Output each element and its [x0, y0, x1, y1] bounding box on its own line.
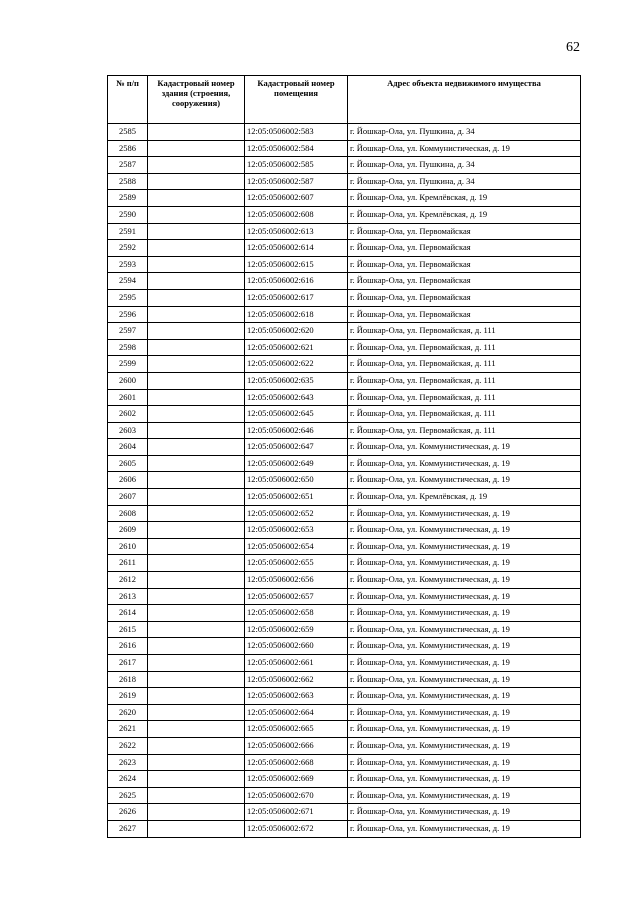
premises-cadastral-cell: 12:05:0506002:584: [245, 140, 348, 157]
table-row: [108, 820, 581, 837]
building-cadastral-cell: [148, 256, 245, 273]
premises-cadastral-cell: 12:05:0506002:608: [245, 206, 348, 223]
address-cell: г. Йошкар-Ола, ул. Коммунистическая, д. 19: [348, 621, 581, 638]
table-row: [108, 223, 581, 240]
premises-cadastral-cell: 12:05:0506002:643: [245, 389, 348, 406]
table-row: [108, 273, 581, 290]
building-cadastral-cell: [148, 206, 245, 223]
table-row: [108, 737, 581, 754]
row-number-cell: 2616: [108, 638, 148, 655]
table-row: [108, 688, 581, 705]
premises-cadastral-cell: 12:05:0506002:583: [245, 124, 348, 141]
row-number-cell: 2586: [108, 140, 148, 157]
row-number-cell: 2620: [108, 704, 148, 721]
table-row: [108, 804, 581, 821]
building-cadastral-cell: [148, 605, 245, 622]
header-address: Адрес объекта недвижимого имущества: [348, 76, 581, 124]
address-cell: г. Йошкар-Ола, ул. Коммунистическая, д. 19: [348, 804, 581, 821]
building-cadastral-cell: [148, 688, 245, 705]
building-cadastral-cell: [148, 555, 245, 572]
premises-cadastral-cell: 12:05:0506002:587: [245, 173, 348, 190]
row-number-cell: 2614: [108, 605, 148, 622]
row-number-cell: 2613: [108, 588, 148, 605]
address-cell: г. Йошкар-Ола, ул. Первомайская: [348, 256, 581, 273]
table-row: [108, 472, 581, 489]
premises-cadastral-cell: 12:05:0506002:663: [245, 688, 348, 705]
address-cell: г. Йошкар-Ола, ул. Коммунистическая, д. 19: [348, 655, 581, 672]
row-number-cell: 2590: [108, 206, 148, 223]
address-cell: г. Йошкар-Ола, ул. Первомайская: [348, 240, 581, 257]
building-cadastral-cell: [148, 422, 245, 439]
address-cell: г. Йошкар-Ола, ул. Коммунистическая, д. 19: [348, 771, 581, 788]
premises-cadastral-cell: 12:05:0506002:665: [245, 721, 348, 738]
premises-cadastral-cell: 12:05:0506002:650: [245, 472, 348, 489]
premises-cadastral-cell: 12:05:0506002:668: [245, 754, 348, 771]
row-number-cell: 2602: [108, 406, 148, 423]
row-number-cell: 2611: [108, 555, 148, 572]
building-cadastral-cell: [148, 372, 245, 389]
table-row: [108, 323, 581, 340]
table-row: [108, 206, 581, 223]
address-cell: г. Йошкар-Ола, ул. Коммунистическая, д. 19: [348, 704, 581, 721]
row-number-cell: 2618: [108, 671, 148, 688]
address-cell: г. Йошкар-Ола, ул. Пушкина, д. 34: [348, 173, 581, 190]
building-cadastral-cell: [148, 389, 245, 406]
premises-cadastral-cell: 12:05:0506002:646: [245, 422, 348, 439]
building-cadastral-cell: [148, 173, 245, 190]
row-number-cell: 2592: [108, 240, 148, 257]
premises-cadastral-cell: 12:05:0506002:621: [245, 339, 348, 356]
building-cadastral-cell: [148, 273, 245, 290]
table-row: [108, 771, 581, 788]
address-cell: г. Йошкар-Ола, ул. Первомайская: [348, 289, 581, 306]
table-row: [108, 306, 581, 323]
row-number-cell: 2621: [108, 721, 148, 738]
row-number-cell: 2599: [108, 356, 148, 373]
premises-cadastral-cell: 12:05:0506002:658: [245, 605, 348, 622]
table-row: [108, 505, 581, 522]
premises-cadastral-cell: 12:05:0506002:617: [245, 289, 348, 306]
building-cadastral-cell: [148, 572, 245, 589]
address-cell: г. Йошкар-Ола, ул. Первомайская, д. 111: [348, 372, 581, 389]
table-row: [108, 356, 581, 373]
address-cell: г. Йошкар-Ола, ул. Коммунистическая, д. 19: [348, 737, 581, 754]
address-cell: г. Йошкар-Ола, ул. Первомайская: [348, 223, 581, 240]
address-cell: г. Йошкар-Ола, ул. Кремлёвская, д. 19: [348, 190, 581, 207]
table-row: [108, 555, 581, 572]
premises-cadastral-cell: 12:05:0506002:666: [245, 737, 348, 754]
table-row: [108, 787, 581, 804]
row-number-cell: 2626: [108, 804, 148, 821]
address-cell: г. Йошкар-Ола, ул. Коммунистическая, д. 19: [348, 505, 581, 522]
building-cadastral-cell: [148, 157, 245, 174]
row-number-cell: 2610: [108, 538, 148, 555]
premises-cadastral-cell: 12:05:0506002:618: [245, 306, 348, 323]
row-number-cell: 2604: [108, 439, 148, 456]
table-row: [108, 754, 581, 771]
table-row: [108, 522, 581, 539]
address-cell: г. Йошкар-Ола, ул. Коммунистическая, д. 19: [348, 140, 581, 157]
row-number-cell: 2619: [108, 688, 148, 705]
building-cadastral-cell: [148, 820, 245, 837]
premises-cadastral-cell: 12:05:0506002:620: [245, 323, 348, 340]
row-number-cell: 2615: [108, 621, 148, 638]
premises-cadastral-cell: 12:05:0506002:655: [245, 555, 348, 572]
table-row: [108, 157, 581, 174]
row-number-cell: 2587: [108, 157, 148, 174]
property-registry-table: [107, 75, 581, 838]
building-cadastral-cell: [148, 455, 245, 472]
building-cadastral-cell: [148, 704, 245, 721]
building-cadastral-cell: [148, 339, 245, 356]
address-cell: г. Йошкар-Ола, ул. Коммунистическая, д. 19: [348, 522, 581, 539]
premises-cadastral-cell: 12:05:0506002:659: [245, 621, 348, 638]
row-number-cell: 2588: [108, 173, 148, 190]
address-cell: г. Йошкар-Ола, ул. Коммунистическая, д. 19: [348, 787, 581, 804]
premises-cadastral-cell: 12:05:0506002:672: [245, 820, 348, 837]
premises-cadastral-cell: 12:05:0506002:616: [245, 273, 348, 290]
address-cell: г. Йошкар-Ола, ул. Кремлёвская, д. 19: [348, 206, 581, 223]
row-number-cell: 2585: [108, 124, 148, 141]
address-cell: г. Йошкар-Ола, ул. Коммунистическая, д. 19: [348, 538, 581, 555]
building-cadastral-cell: [148, 655, 245, 672]
row-number-cell: 2622: [108, 737, 148, 754]
premises-cadastral-cell: 12:05:0506002:662: [245, 671, 348, 688]
table-row: [108, 422, 581, 439]
building-cadastral-cell: [148, 223, 245, 240]
address-cell: г. Йошкар-Ола, ул. Первомайская, д. 111: [348, 356, 581, 373]
building-cadastral-cell: [148, 406, 245, 423]
table-row: [108, 638, 581, 655]
building-cadastral-cell: [148, 804, 245, 821]
row-number-cell: 2625: [108, 787, 148, 804]
address-cell: г. Йошкар-Ола, ул. Пушкина, д. 34: [348, 124, 581, 141]
premises-cadastral-cell: 12:05:0506002:645: [245, 406, 348, 423]
table-row: [108, 439, 581, 456]
building-cadastral-cell: [148, 140, 245, 157]
row-number-cell: 2606: [108, 472, 148, 489]
building-cadastral-cell: [148, 671, 245, 688]
table-row: [108, 704, 581, 721]
table-row: [108, 173, 581, 190]
building-cadastral-cell: [148, 754, 245, 771]
row-number-cell: 2600: [108, 372, 148, 389]
row-number-cell: 2627: [108, 820, 148, 837]
building-cadastral-cell: [148, 472, 245, 489]
table-row: [108, 372, 581, 389]
table-row: [108, 406, 581, 423]
header-premises-cadastral: Кадастровый номер помещения: [245, 76, 348, 124]
row-number-cell: 2608: [108, 505, 148, 522]
premises-cadastral-cell: 12:05:0506002:653: [245, 522, 348, 539]
building-cadastral-cell: [148, 489, 245, 506]
address-cell: г. Йошкар-Ола, ул. Коммунистическая, д. 19: [348, 455, 581, 472]
table-row: [108, 572, 581, 589]
table-row: [108, 140, 581, 157]
building-cadastral-cell: [148, 638, 245, 655]
row-number-cell: 2594: [108, 273, 148, 290]
table-row: [108, 605, 581, 622]
building-cadastral-cell: [148, 124, 245, 141]
row-number-cell: 2624: [108, 771, 148, 788]
table-row: [108, 489, 581, 506]
premises-cadastral-cell: 12:05:0506002:671: [245, 804, 348, 821]
address-cell: г. Йошкар-Ола, ул. Коммунистическая, д. 19: [348, 721, 581, 738]
premises-cadastral-cell: 12:05:0506002:615: [245, 256, 348, 273]
address-cell: г. Йошкар-Ола, ул. Пушкина, д. 34: [348, 157, 581, 174]
building-cadastral-cell: [148, 621, 245, 638]
premises-cadastral-cell: 12:05:0506002:649: [245, 455, 348, 472]
table-row: [108, 455, 581, 472]
building-cadastral-cell: [148, 323, 245, 340]
address-cell: г. Йошкар-Ола, ул. Первомайская, д. 111: [348, 406, 581, 423]
table-row: [108, 289, 581, 306]
address-cell: г. Йошкар-Ола, ул. Коммунистическая, д. 19: [348, 754, 581, 771]
row-number-cell: 2593: [108, 256, 148, 273]
table-row: [108, 256, 581, 273]
row-number-cell: 2609: [108, 522, 148, 539]
table-row: [108, 671, 581, 688]
address-cell: г. Йошкар-Ола, ул. Первомайская: [348, 273, 581, 290]
row-number-cell: 2591: [108, 223, 148, 240]
premises-cadastral-cell: 12:05:0506002:652: [245, 505, 348, 522]
address-cell: г. Йошкар-Ола, ул. Коммунистическая, д. 19: [348, 472, 581, 489]
premises-cadastral-cell: 12:05:0506002:647: [245, 439, 348, 456]
address-cell: г. Йошкар-Ола, ул. Коммунистическая, д. 19: [348, 572, 581, 589]
table-row: [108, 655, 581, 672]
premises-cadastral-cell: 12:05:0506002:622: [245, 356, 348, 373]
page-number: 62: [566, 40, 580, 55]
premises-cadastral-cell: 12:05:0506002:664: [245, 704, 348, 721]
address-cell: г. Йошкар-Ола, ул. Коммунистическая, д. 19: [348, 588, 581, 605]
address-cell: г. Йошкар-Ола, ул. Первомайская, д. 111: [348, 389, 581, 406]
table-body: [108, 124, 581, 838]
premises-cadastral-cell: 12:05:0506002:607: [245, 190, 348, 207]
address-cell: г. Йошкар-Ола, ул. Коммунистическая, д. 19: [348, 820, 581, 837]
building-cadastral-cell: [148, 240, 245, 257]
address-cell: г. Йошкар-Ола, ул. Первомайская, д. 111: [348, 422, 581, 439]
row-number-cell: 2589: [108, 190, 148, 207]
table-row: [108, 124, 581, 141]
address-cell: г. Йошкар-Ола, ул. Коммунистическая, д. 19: [348, 638, 581, 655]
building-cadastral-cell: [148, 522, 245, 539]
row-number-cell: 2595: [108, 289, 148, 306]
address-cell: г. Йошкар-Ола, ул. Коммунистическая, д. 19: [348, 555, 581, 572]
row-number-cell: 2601: [108, 389, 148, 406]
building-cadastral-cell: [148, 538, 245, 555]
address-cell: г. Йошкар-Ола, ул. Коммунистическая, д. 19: [348, 605, 581, 622]
premises-cadastral-cell: 12:05:0506002:635: [245, 372, 348, 389]
building-cadastral-cell: [148, 190, 245, 207]
row-number-cell: 2603: [108, 422, 148, 439]
address-cell: г. Йошкар-Ола, ул. Первомайская, д. 111: [348, 339, 581, 356]
address-cell: г. Йошкар-Ола, ул. Первомайская: [348, 306, 581, 323]
address-cell: г. Йошкар-Ола, ул. Коммунистическая, д. 19: [348, 688, 581, 705]
table-header-row: [108, 76, 581, 124]
premises-cadastral-cell: 12:05:0506002:585: [245, 157, 348, 174]
building-cadastral-cell: [148, 356, 245, 373]
building-cadastral-cell: [148, 771, 245, 788]
row-number-cell: 2598: [108, 339, 148, 356]
address-cell: г. Йошкар-Ола, ул. Кремлёвская, д. 19: [348, 489, 581, 506]
premises-cadastral-cell: 12:05:0506002:654: [245, 538, 348, 555]
table-row: [108, 621, 581, 638]
row-number-cell: 2612: [108, 572, 148, 589]
table-row: [108, 240, 581, 257]
building-cadastral-cell: [148, 787, 245, 804]
address-cell: г. Йошкар-Ола, ул. Коммунистическая, д. 19: [348, 439, 581, 456]
premises-cadastral-cell: 12:05:0506002:670: [245, 787, 348, 804]
address-cell: г. Йошкар-Ола, ул. Первомайская, д. 111: [348, 323, 581, 340]
table-row: [108, 190, 581, 207]
row-number-cell: 2597: [108, 323, 148, 340]
building-cadastral-cell: [148, 721, 245, 738]
premises-cadastral-cell: 12:05:0506002:669: [245, 771, 348, 788]
building-cadastral-cell: [148, 737, 245, 754]
table-row: [108, 588, 581, 605]
building-cadastral-cell: [148, 505, 245, 522]
header-building-cadastral: Кадастровый номер здания (строения, сооружения): [148, 76, 245, 124]
building-cadastral-cell: [148, 289, 245, 306]
row-number-cell: 2617: [108, 655, 148, 672]
address-cell: г. Йошкар-Ола, ул. Коммунистическая, д. 19: [348, 671, 581, 688]
header-row-number: № п/п: [108, 76, 148, 124]
premises-cadastral-cell: 12:05:0506002:660: [245, 638, 348, 655]
premises-cadastral-cell: 12:05:0506002:651: [245, 489, 348, 506]
table-row: [108, 389, 581, 406]
building-cadastral-cell: [148, 588, 245, 605]
table-row: [108, 721, 581, 738]
premises-cadastral-cell: 12:05:0506002:661: [245, 655, 348, 672]
row-number-cell: 2596: [108, 306, 148, 323]
row-number-cell: 2623: [108, 754, 148, 771]
row-number-cell: 2607: [108, 489, 148, 506]
building-cadastral-cell: [148, 439, 245, 456]
premises-cadastral-cell: 12:05:0506002:614: [245, 240, 348, 257]
table-row: [108, 538, 581, 555]
row-number-cell: 2605: [108, 455, 148, 472]
building-cadastral-cell: [148, 306, 245, 323]
premises-cadastral-cell: 12:05:0506002:656: [245, 572, 348, 589]
table-row: [108, 339, 581, 356]
premises-cadastral-cell: 12:05:0506002:657: [245, 588, 348, 605]
premises-cadastral-cell: 12:05:0506002:613: [245, 223, 348, 240]
